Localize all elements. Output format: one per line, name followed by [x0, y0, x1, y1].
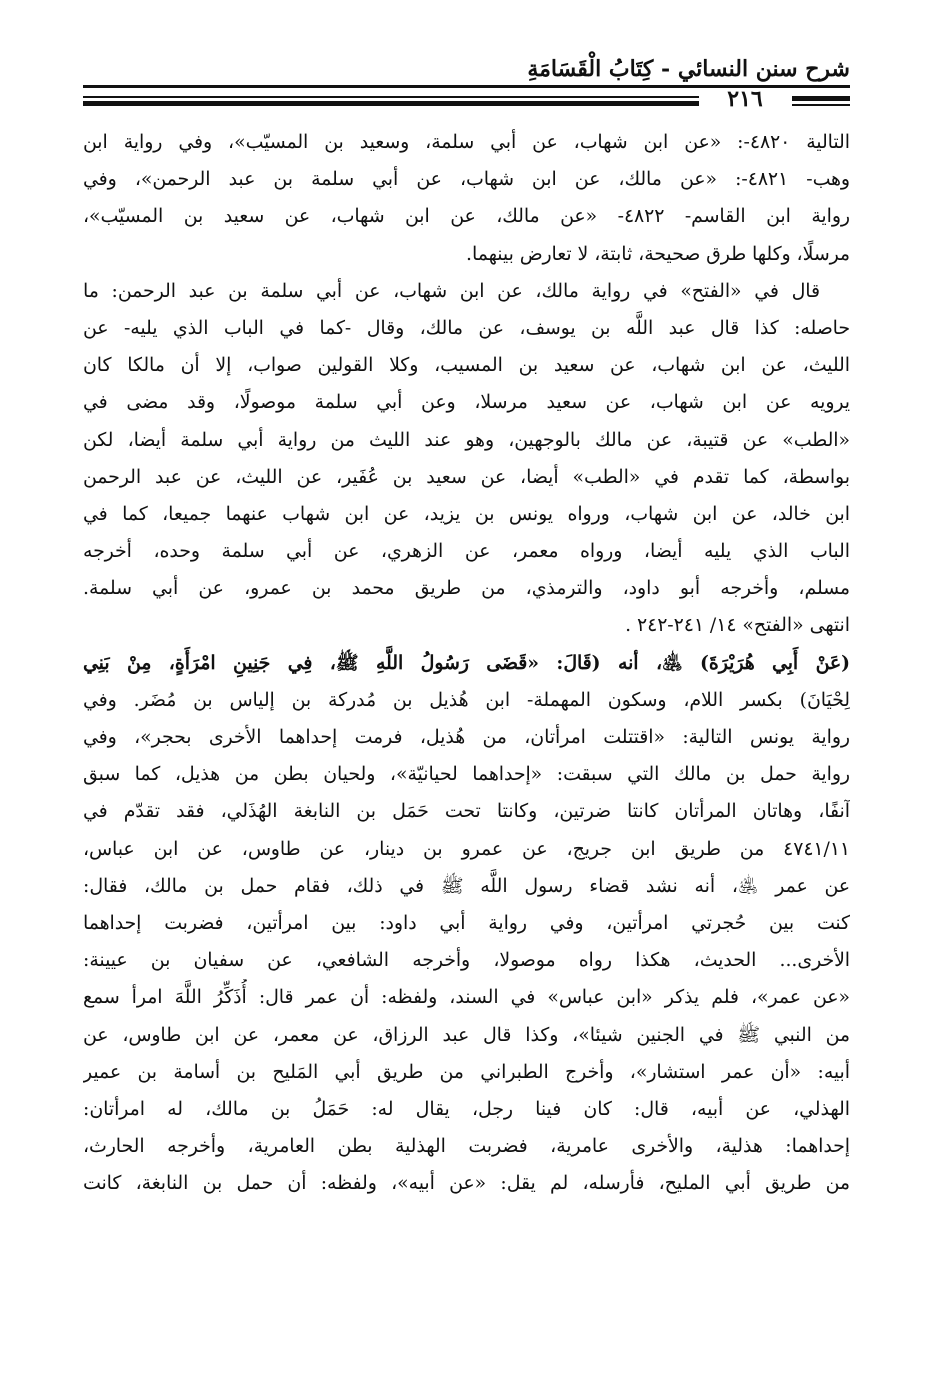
rule-right-thick	[792, 96, 850, 101]
text-line: الليث، عن ابن شهاب، عن سعيد بن المسيب، وكلا القولين صواب، إلا أن مالكا كان	[83, 355, 850, 377]
paragraph-3	[83, 645, 850, 1203]
text-line: إحداهما: هذلية، والأخرى عامرية، فضربت الهذلية بطن العامرية، وأخرجه الحارث،	[83, 1136, 850, 1158]
hadith-text-line: (عَنْ أَبِي هُرَيْرَةَ) ﵁، أنه (قَالَ: «قَضَى رَسُولُ اللَّهِ ﷺ، فِي جَنِينِ امْرَأَةٍ، مِنْ بَنِي	[83, 651, 850, 674]
text-line: وهب- ٤٨٢١-: «عن مالك، عن ابن شهاب، عن أبي سلمة بن عبد الرحمن»، وفي	[83, 169, 850, 191]
text-line: «عن عمر»، فلم يذكر «ابن عباس» في السند، ولفظه: أن عمر قال: أُذَكِّرُ اللَّهَ امرأ سمع	[83, 987, 850, 1009]
text-line: رواية يونس التالية: «اقتتلت امرأتان، من هُذيل، فرمت إحداهما الأخرى بحجر»، وفي	[83, 727, 850, 748]
page-number: ٢١٦	[727, 86, 763, 112]
text-line: مرسلًا، وكلها طرق صحيحة، ثابتة، لا تعارض بينهما.	[466, 243, 850, 265]
rule-left-thick	[83, 101, 699, 106]
text-line: من النبي ﷺ في الجنين شيئا»، وكذا قال عبد الرزاق، عن معمر، عن ابن طاوس، عن	[83, 1024, 850, 1046]
text-line: الباب الذي يليه أيضا، ورواه معمر، عن الزهري، عن أبي سلمة وحده، أخرجه	[83, 541, 850, 563]
text-line: حاصله: كذا قال عبد اللَّه بن يوسف، عن مالك، وقال -كما في الباب الذي يليه- عن	[83, 317, 850, 339]
page-header	[0, 0, 940, 120]
paragraph-1	[83, 124, 850, 273]
text-line: التالية ٤٨٢٠-: «عن ابن شهاب، عن أبي سلمة، وسعيد بن المسيّب»، وفي رواية ابن	[83, 132, 850, 153]
text-line: ابن خالد، عن ابن شهاب، ورواه يونس بن يزيد، عن ابن شهاب عنهما جميعا، كما في	[83, 503, 850, 525]
text-line: بواسطة، كما تقدم في «الطب» أيضا، عن سعيد بن عُفَير، عن الليث، عن عبد الرحمن	[83, 466, 850, 488]
text-line: من طريق أبي المليح، فأرسله، لم يقل: «عن أبيه»، ولفظه: أن حمل بن النابغة، كانت	[83, 1173, 850, 1195]
text-line: الهذلي، عن أبيه، قال: كان فينا رجل، يقال له: حَمَلُ بن مالك، له امرأتان:	[83, 1098, 850, 1120]
paragraph-2	[83, 273, 850, 645]
text-line: قال في «الفتح» في رواية مالك، عن ابن شهاب، عن أبي سلمة بن عبد الرحمن: ما	[83, 280, 820, 302]
text-line: رواية حمل بن مالك التي سبقت: «إحداهما لحيانيّة»، ولحيان بطن من هذيل، كما سبق	[83, 764, 850, 786]
text-line: لِحْيَانَ) بكسر اللام، وسكون المهملة- ابن هُذيل بن مُدركة بن إلياس بن مُضَر. وفي	[83, 689, 850, 711]
text-line: «الطب» عن قتيبة، عن مالك بالوجهين، وهو عند الليث من رواية أبي سلمة أيضا، لكن	[83, 429, 850, 451]
text-line: مسلم، وأخرجه أبو داود، والترمذي، من طريق محمد بن عمرو، عن أبي سلمة.	[83, 578, 850, 600]
text-line: عن عمر ﵁، أنه نشد قضاء رسول اللَّه ﷺ في ذلك، فقام حمل بن مالك، فقال:	[83, 875, 850, 897]
body-text	[83, 124, 850, 1374]
text-line: رواية ابن القاسم- ٤٨٢٢- «عن مالك، عن ابن شهاب، عن سعيد بن المسيّب»،	[83, 206, 850, 228]
text-line: يرويه عن ابن شهاب، عن سعيد مرسلا، وعن أبي سلمة موصولًا، وقد مضى في	[83, 392, 850, 414]
rule-right-thin	[792, 104, 850, 106]
text-line: كنت بين حُجرتي امرأتين، وفي رواية أبي داود: بين امرأتين، فضربت إحداهما	[83, 912, 850, 934]
running-title: شرح سنن النسائي - كِتَابُ الْقَسَامَةِ	[527, 56, 850, 82]
text-line: انتهى «الفتح» ١٤/ ٢٤١-٢٤٢ .	[625, 615, 850, 637]
text-line: ٤٧٤١/١١ من طريق ابن جريج، عن عمرو بن دينار، عن طاوس، عن ابن عباس،	[83, 838, 850, 860]
text-line: أبيه: «أن عمر استشار»، وأخرج الطبراني من طريق أبي المَليح بن أسامة بن عمير	[83, 1061, 850, 1083]
text-line: الأخرى... الحديث، هكذا رواه موصولا، وأخرجه الشافعي، عن سفيان بن عيينة:	[83, 950, 850, 972]
rule-left-thin	[83, 96, 699, 98]
text-line: آنفًا، وهاتان المرأتان كانتا ضرتين، وكانتا تحت حَمَل بن النابغة الهُذَلي، فقد تقدّم في	[83, 801, 850, 823]
